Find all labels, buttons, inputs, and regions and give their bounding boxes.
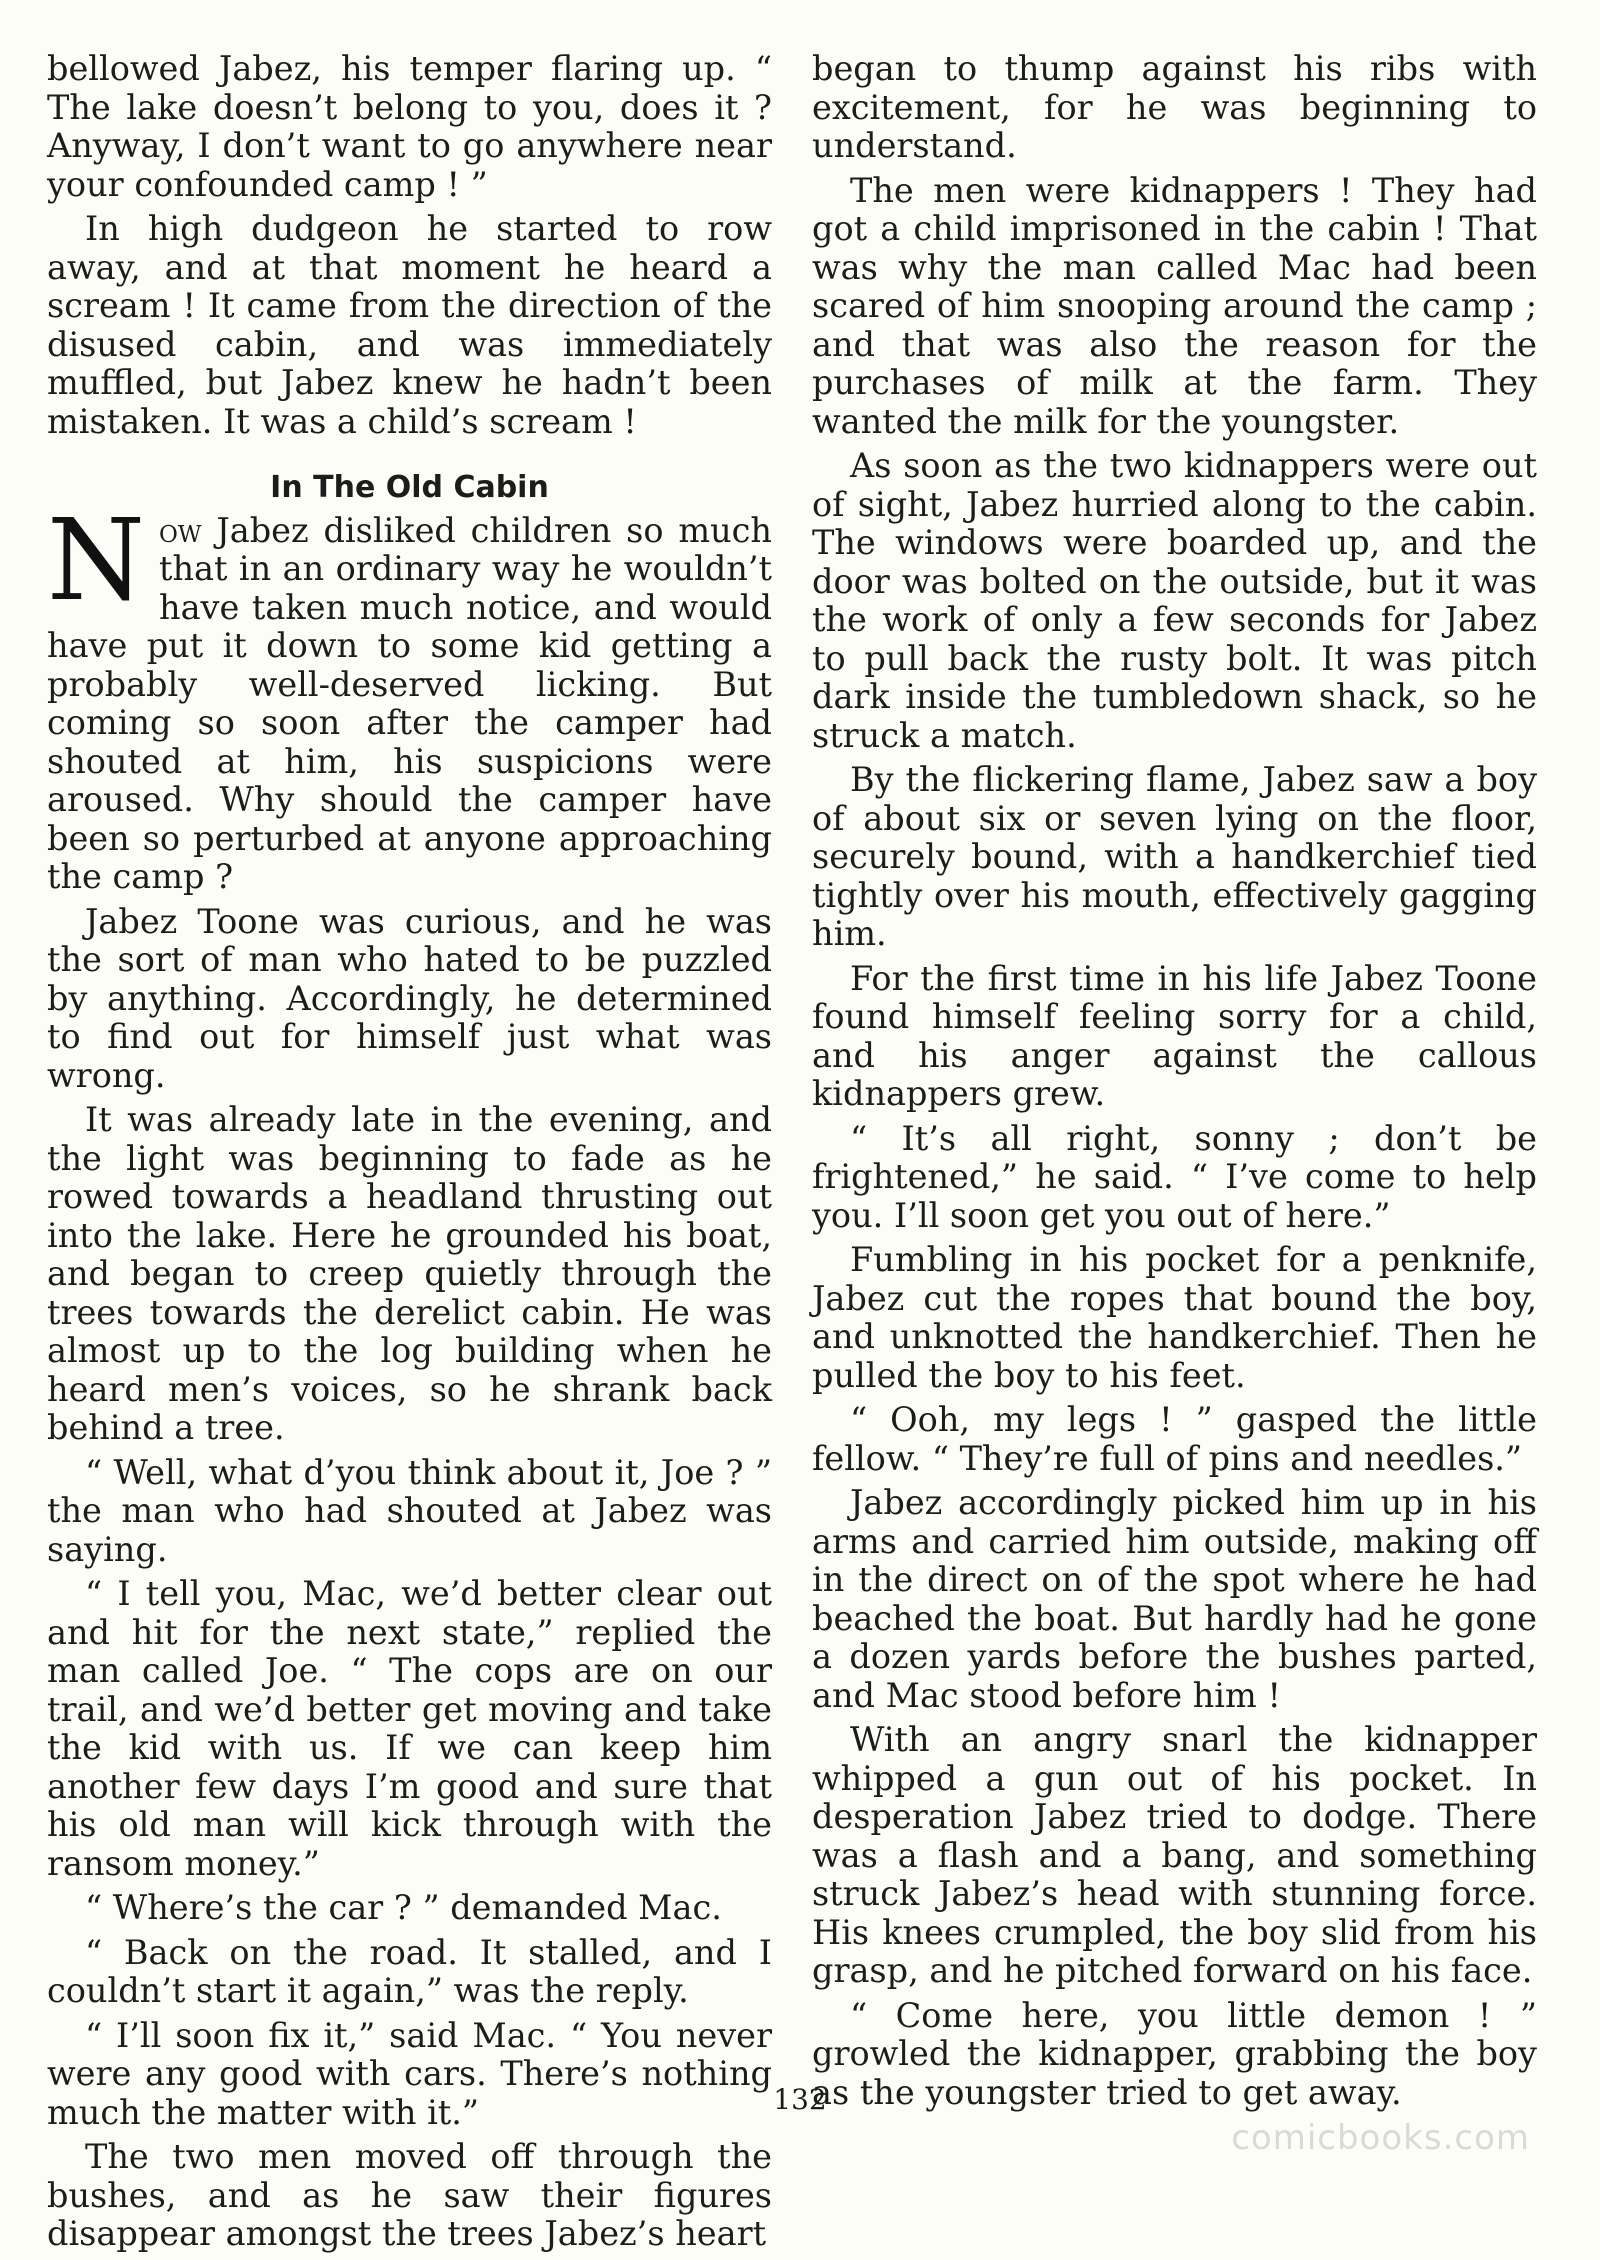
paragraph: The two men moved off through the bushes, and as he saw their figures disappear amongst the trees Jabez’s heart (47, 2137, 772, 2253)
paragraph: The men were kidnappers ! They had got a child imprisoned in the cabin ! That was why the man called Mac had been scared of him snooping around the camp ; and that was also the reason for the purchases of milk at the farm. They wanted the milk for the youngster. (812, 170, 1537, 441)
page-number: 132 (773, 2083, 827, 2116)
paragraph: “ I tell you, Mac, we’d better clear out and hit for the next state,” replied the man called Joe. “ The cops are on our trail, and we’d better get moving and take the kid with us. If we can keep him another few days I’m good and sure that his old man will kick through with the ransom money.” (47, 1574, 772, 1883)
paragraph: began to thump against his ribs with excitement, for he was beginning to understand. (812, 49, 1537, 165)
paragraph: Fumbling in his pocket for a penknife, Jabez cut the ropes that bound the boy, and unknotted the handkerchief. Then he pulled the boy to his feet. (812, 1240, 1537, 1395)
paragraph: “ Come here, you little demon ! ” growled the kidnapper, grabbing the boy as the youngster tried to get away. (812, 1995, 1537, 2112)
paragraph: “ Where’s the car ? ” demanded Mac. (85, 1888, 722, 1927)
paragraph: It was already late in the evening, and the light was beginning to fade as he rowed towards a headland thrusting out into the lake. Here he grounded his boat, and began to creep quietly through the trees towards the derelict cabin. He was almost up to the log building when he heard men’s voices, so he shrank back behind a tree. (47, 1100, 772, 1447)
watermark: comicbooks.com (1231, 2118, 1530, 2158)
paragraph: By the flickering flame, Jabez saw a boy of about six or seven lying on the floor, securely bound, with a handkerchief tied tightly over his mouth, effectively gagging him. (812, 760, 1537, 953)
paragraph: With an angry snarl the kidnapper whipped a gun out of his pocket. In desperation Jabez tried to dodge. There was a flash and a bang, and something struck Jabez’s head with stunning force. His knees crumpled, the boy slid from his grasp, and he pitched forward on his face. (812, 1720, 1537, 1990)
paragraph: “ It’s all right, sonny ; don’t be frightened,” he said. “ I’ve come to help you. I’ll soon get you out of here.” (812, 1118, 1537, 1235)
paragraph: For the first time in his life Jabez Toone found himself feeling sorry for a child, and his anger against the callous kidnappers grew. (812, 958, 1537, 1113)
paragraph-dropcap (47, 495, 772, 897)
paragraph: Jabez Toone was curious, and he was the sort of man who hated to be puzzled by anything. Accordingly, he determined to find out for himself just what was wrong. (47, 901, 772, 1095)
paragraph: bellowed Jabez, his temper flaring up. “ The lake doesn’t belong to you, does it ? Anyway, I don’t want to go anywhere near your confounded camp ! ” (47, 49, 772, 204)
paragraph-text: Jabez disliked children so much that in an ordinary way he wouldn’t have taken much notice, and would have put it down to some kid getting a probably well-deserved licking. But coming so soon after the camper had shouted at him, his suspicions were aroused. Why should the camper have been so perturbed at anyone approaching the camp ? (47, 510, 772, 896)
paragraph: As soon as the two kidnappers were out of sight, Jabez hurried along to the cabin. The windows were boarded up, and the door was bolted on the outside, but it was the work of only a few seconds for Jabez to pull back the rusty bolt. It was pitch dark inside the tumbledown shack, so he struck a match. (812, 446, 1537, 755)
left-column (47, 50, 772, 2260)
drop-cap: N (47, 495, 145, 626)
paragraph: “ Ooh, my legs ! ” gasped the little fellow. “ They’re full of pins and needles.” (812, 1400, 1537, 1478)
paragraph: Jabez accordingly picked him up in his arms and carried him outside, making off in the direct on of the spot where he had beached the boat. But hardly had he gone a dozen yards before the bushes parted, and Mac stood before him ! (812, 1483, 1537, 1715)
section-heading: In The Old Cabin (270, 470, 549, 505)
paragraph: “ I’ll soon fix it,” said Mac. “ You never were any good with cars. There’s nothing much the matter with it.” (47, 2015, 772, 2132)
right-column (812, 50, 1537, 2118)
small-caps-lead: ow (159, 510, 202, 550)
paragraph: “ Well, what d’you think about it, Joe ? ” the man who had shouted at Jabez was saying. (47, 1452, 772, 1569)
paragraph: In high dudgeon he started to row away, and at that moment he heard a scream ! It came from the direction of the disused cabin, and was immediately muffled, but Jabez knew he hadn’t been mistaken. It was a child’s scream ! (47, 209, 772, 441)
paragraph: “ Back on the road. It stalled, and I couldn’t start it again,” was the reply. (47, 1932, 772, 2010)
